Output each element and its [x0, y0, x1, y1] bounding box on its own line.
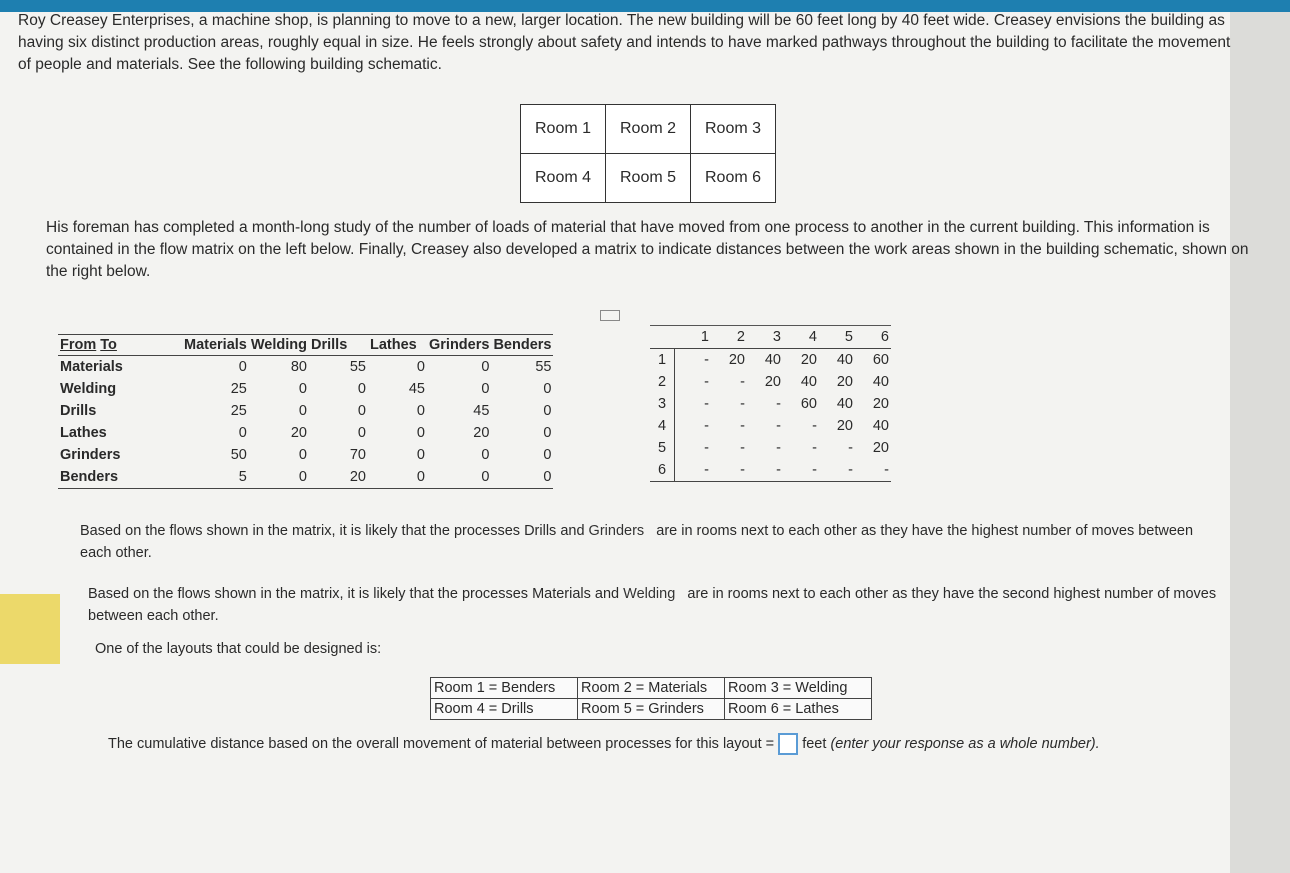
cell: - [848, 462, 853, 478]
cell: - [812, 462, 817, 478]
layout-cell: Room 6 = Lathes [725, 699, 872, 720]
building-schematic [520, 104, 776, 203]
table-row [650, 415, 891, 437]
cell: 20 [728, 352, 745, 368]
intro-text: Roy Creasey Enterprises, a machine shop, is planning to move to a new, larger location. The new building will be 60 feet long by 40 feet wide. Creasey envisions the building as having six distinct production areas, roughly equal in size. He feels strongly about safety and intends to have marked pathways throughout the building to facilitate the movement of people and materials. See the following building schematic. [18, 12, 1231, 73]
cell: 0 [416, 425, 425, 441]
q2-before: Based on the flows shown in the matrix, it is likely that the processes Materials and [88, 586, 620, 602]
col-header: 2 [711, 326, 747, 349]
cell: 40 [836, 396, 853, 412]
table-row [58, 356, 553, 379]
cell: - [884, 462, 889, 478]
layout-cell: Room 3 = Welding [725, 678, 872, 699]
cell: - [740, 418, 745, 434]
cell: 45 [473, 403, 490, 419]
cell: 0 [238, 359, 247, 375]
col-header: Drills [309, 335, 368, 356]
final-unit: feet [802, 736, 827, 752]
cell: - [704, 352, 709, 368]
cell: 60 [872, 352, 889, 368]
cell: 20 [836, 418, 853, 434]
q1-after: are in rooms next to each other as they have the highest number of moves between each other. [80, 523, 1194, 561]
cell: 0 [416, 403, 425, 419]
layout-table [430, 677, 872, 720]
row-label: 3 [650, 393, 675, 415]
cell: - [740, 462, 745, 478]
cell: 0 [416, 359, 425, 375]
cell: 25 [230, 381, 247, 397]
col-header: Benders [491, 335, 553, 356]
final-question [108, 733, 1208, 755]
cell: 0 [481, 447, 490, 463]
layout-cell: Room 2 = Materials [578, 678, 725, 699]
row-label: Grinders [60, 447, 121, 463]
cell: 0 [298, 447, 307, 463]
cell: 20 [290, 425, 307, 441]
row-label: Welding [60, 381, 117, 397]
corner-cell [650, 326, 675, 349]
flow-matrix [58, 334, 553, 489]
cell: 0 [357, 425, 366, 441]
cell: 0 [416, 447, 425, 463]
cell: - [812, 440, 817, 456]
cell: 50 [230, 447, 247, 463]
cell: 0 [543, 425, 552, 441]
cell: 40 [836, 352, 853, 368]
row-label: 5 [650, 437, 675, 459]
row-label: 4 [650, 415, 675, 437]
question-1 [80, 520, 1210, 564]
table-row [650, 459, 891, 482]
cell: 0 [543, 403, 552, 419]
layout-cell: Room 1 = Benders [431, 678, 578, 699]
cell: 20 [872, 440, 889, 456]
q1-before: Based on the flows shown in the matrix, it is likely that the processes Drills and [80, 523, 585, 539]
cell: 0 [298, 403, 307, 419]
cell: - [704, 418, 709, 434]
schematic-room-3: Room 3 [691, 105, 776, 154]
cell: 20 [349, 469, 366, 485]
col-header: Lathes [368, 335, 427, 356]
cell: 0 [298, 469, 307, 485]
cell: 60 [800, 396, 817, 412]
cell: 55 [535, 359, 552, 375]
col-header: 3 [747, 326, 783, 349]
table-row [650, 393, 891, 415]
row-label: Benders [60, 469, 119, 485]
cell: 0 [357, 381, 366, 397]
cell: 0 [416, 469, 425, 485]
cell: - [812, 418, 817, 434]
cell: 40 [872, 374, 889, 390]
cell: - [704, 462, 709, 478]
cell: - [776, 440, 781, 456]
schematic-room-5: Room 5 [606, 154, 691, 203]
schematic-room-6: Room 6 [691, 154, 776, 203]
cell: 20 [764, 374, 781, 390]
col-header: 6 [855, 326, 891, 349]
from-to-header [58, 335, 182, 356]
cell: 80 [290, 359, 307, 375]
cell: 20 [872, 396, 889, 412]
cell: - [740, 440, 745, 456]
cell: - [740, 374, 745, 390]
question-2 [88, 583, 1223, 627]
col-header: Materials [182, 335, 249, 356]
table-row [58, 400, 553, 422]
cell: 45 [408, 381, 425, 397]
row-label: 6 [650, 459, 675, 482]
cell: 0 [481, 359, 490, 375]
cell: 20 [836, 374, 853, 390]
cell: - [740, 396, 745, 412]
copy-icon[interactable] [600, 310, 620, 321]
final-hint: (enter your response as a whole number). [830, 736, 1100, 752]
layout-cell: Room 5 = Grinders [578, 699, 725, 720]
cell: 0 [543, 447, 552, 463]
col-header: 4 [783, 326, 819, 349]
q1-answer-dropdown[interactable]: Grinders [588, 523, 645, 539]
right-margin [1230, 12, 1290, 873]
row-label: Materials [60, 359, 123, 375]
row-label: Lathes [60, 425, 107, 441]
cell: 40 [764, 352, 781, 368]
cell: 40 [800, 374, 817, 390]
cell: - [704, 440, 709, 456]
cell: - [776, 396, 781, 412]
row-label: Drills [60, 403, 97, 419]
layout-intro: One of the layouts that could be designed is: [95, 641, 382, 657]
from-label: From [60, 337, 97, 353]
cell: - [704, 396, 709, 412]
cell: 5 [238, 469, 247, 485]
cell: 20 [473, 425, 490, 441]
cell: 55 [349, 359, 366, 375]
distance-matrix [650, 325, 891, 482]
to-label: To [100, 337, 117, 353]
table-row [58, 422, 553, 444]
cell: - [776, 462, 781, 478]
layout-cell: Room 4 = Drills [431, 699, 578, 720]
cell: - [848, 440, 853, 456]
cell: 0 [238, 425, 247, 441]
q2-answer-dropdown[interactable]: Welding [623, 586, 676, 602]
cell: 0 [543, 381, 552, 397]
table-row [650, 371, 891, 393]
col-header: 5 [819, 326, 855, 349]
table-row [58, 466, 553, 489]
cell: 25 [230, 403, 247, 419]
cell: 70 [349, 447, 366, 463]
foreman-text: His foreman has completed a month-long study of the number of loads of material that have moved from one process to another in the current building. This information is contained in the flow matrix on the left below. Finally, Creasey also developed a matrix to indicate distances between the work areas shown in the building schematic, shown on the right below. [46, 219, 1249, 280]
cell: 0 [357, 403, 366, 419]
schematic-room-4: Room 4 [521, 154, 606, 203]
highlight-marker [0, 594, 60, 664]
table-row [58, 444, 553, 466]
row-label: 1 [650, 349, 675, 372]
table-row [650, 349, 891, 372]
schematic-room-1: Room 1 [521, 105, 606, 154]
row-label: 2 [650, 371, 675, 393]
cell: 0 [543, 469, 552, 485]
cell: 0 [298, 381, 307, 397]
col-header: 1 [675, 326, 712, 349]
table-row [650, 437, 891, 459]
cell: 0 [481, 381, 490, 397]
cell: - [704, 374, 709, 390]
cell: 20 [800, 352, 817, 368]
final-before: The cumulative distance based on the overall movement of material between processes for this layout = [108, 736, 775, 752]
distance-answer-input[interactable] [778, 733, 798, 755]
col-header: Grinders [427, 335, 491, 356]
table-row [58, 378, 553, 400]
q2-after: are in rooms next to each other as they have the second highest number of moves between each other. [88, 586, 1217, 624]
cell: 0 [481, 469, 490, 485]
schematic-room-2: Room 2 [606, 105, 691, 154]
cell: 40 [872, 418, 889, 434]
col-header: Welding [249, 335, 309, 356]
cell: - [776, 418, 781, 434]
